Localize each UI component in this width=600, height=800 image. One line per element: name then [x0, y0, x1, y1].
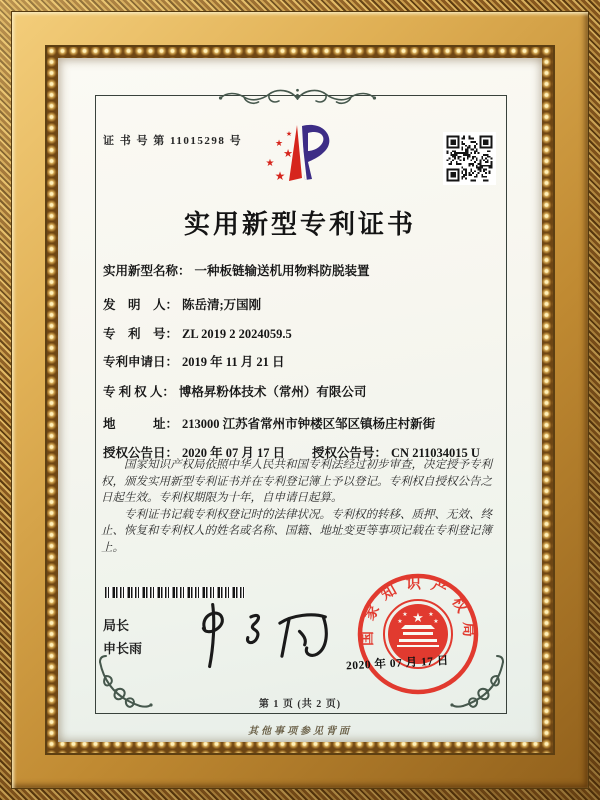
legal-body-text	[101, 457, 503, 556]
field-value: 2020 年 07 月 17 日	[182, 446, 286, 460]
field-label: 授权公告号：	[312, 446, 388, 460]
cnipa-seal-icon	[353, 569, 483, 699]
certificate-number: 证 书 号 第 11015298 号	[103, 135, 243, 147]
svg-text:★: ★	[285, 130, 293, 138]
issuer-title: 局长	[103, 618, 130, 633]
legal-paragraph-2: 专利证书记载专利权登记时的法律状况。专利权的转移、质押、无效、终止、恢复和专利权人的姓名或名称、国籍、地址变更等事项记载在专利登记簿上。	[101, 508, 492, 554]
field-row-filing-date	[103, 352, 501, 369]
field-value: 博格昇粉体技术（常州）有限公司	[178, 385, 367, 399]
field-label: 专 利 号：	[103, 327, 179, 341]
field-row-patentee	[103, 382, 501, 399]
field-value: 213000 江苏省常州市钟楼区邹区镇杨庄村新街	[182, 417, 436, 431]
svg-text:★: ★	[265, 158, 275, 169]
field-label: 发 明 人：	[103, 298, 179, 312]
field-value: 一种板链输送机用物料防脱装置	[194, 264, 370, 278]
other-items-note: 其他事项参见背面	[248, 726, 352, 737]
field-row-name	[103, 261, 501, 278]
signature-icon	[191, 596, 346, 674]
field-row-inventor	[103, 295, 501, 312]
svg-text:★: ★	[428, 612, 434, 618]
svg-text:★: ★	[274, 138, 284, 148]
svg-text:★: ★	[412, 610, 424, 625]
seal-date: 2020 年 07 月 17 日	[345, 655, 450, 673]
page-number-note: 第 1 页 (共 2 页)	[258, 699, 342, 710]
field-row-patent-no	[103, 324, 501, 341]
svg-text:★: ★	[433, 619, 439, 625]
field-label: 专 利 权 人：	[103, 385, 175, 399]
field-value: 陈岳清;万国刚	[182, 298, 262, 312]
svg-text:★: ★	[283, 148, 293, 160]
cnipa-logo-icon	[261, 124, 335, 186]
field-row-address	[103, 414, 501, 431]
field-label: 实用新型名称：	[103, 264, 191, 278]
svg-text:★: ★	[402, 612, 408, 618]
seal-text: 国家知识产权局	[359, 575, 477, 647]
certificate-paper	[58, 58, 542, 742]
svg-text:★: ★	[397, 619, 403, 625]
certificate-title: 实用新型专利证书	[183, 210, 416, 239]
field-label: 授权公告日：	[103, 446, 179, 460]
field-value: ZL 2019 2 2024059.5	[182, 327, 292, 341]
legal-paragraph-1: 国家知识产权局依照中华人民共和国专利法经过初步审查，决定授予专利权，颁发实用新型专利证书并在专利登记簿上予以登记。专利权自授权公告之日起生效。专利权期限为十年，自申请日起算。	[101, 459, 492, 504]
issuer-name: 申长雨	[103, 641, 143, 656]
field-value: CN 211034015 U	[391, 446, 480, 460]
field-value: 2019 年 11 月 21 日	[182, 355, 285, 369]
qr-code-icon	[443, 132, 496, 185]
field-label: 地 址：	[103, 417, 179, 431]
field-label: 专利申请日：	[103, 355, 179, 369]
svg-text:★: ★	[274, 169, 286, 183]
